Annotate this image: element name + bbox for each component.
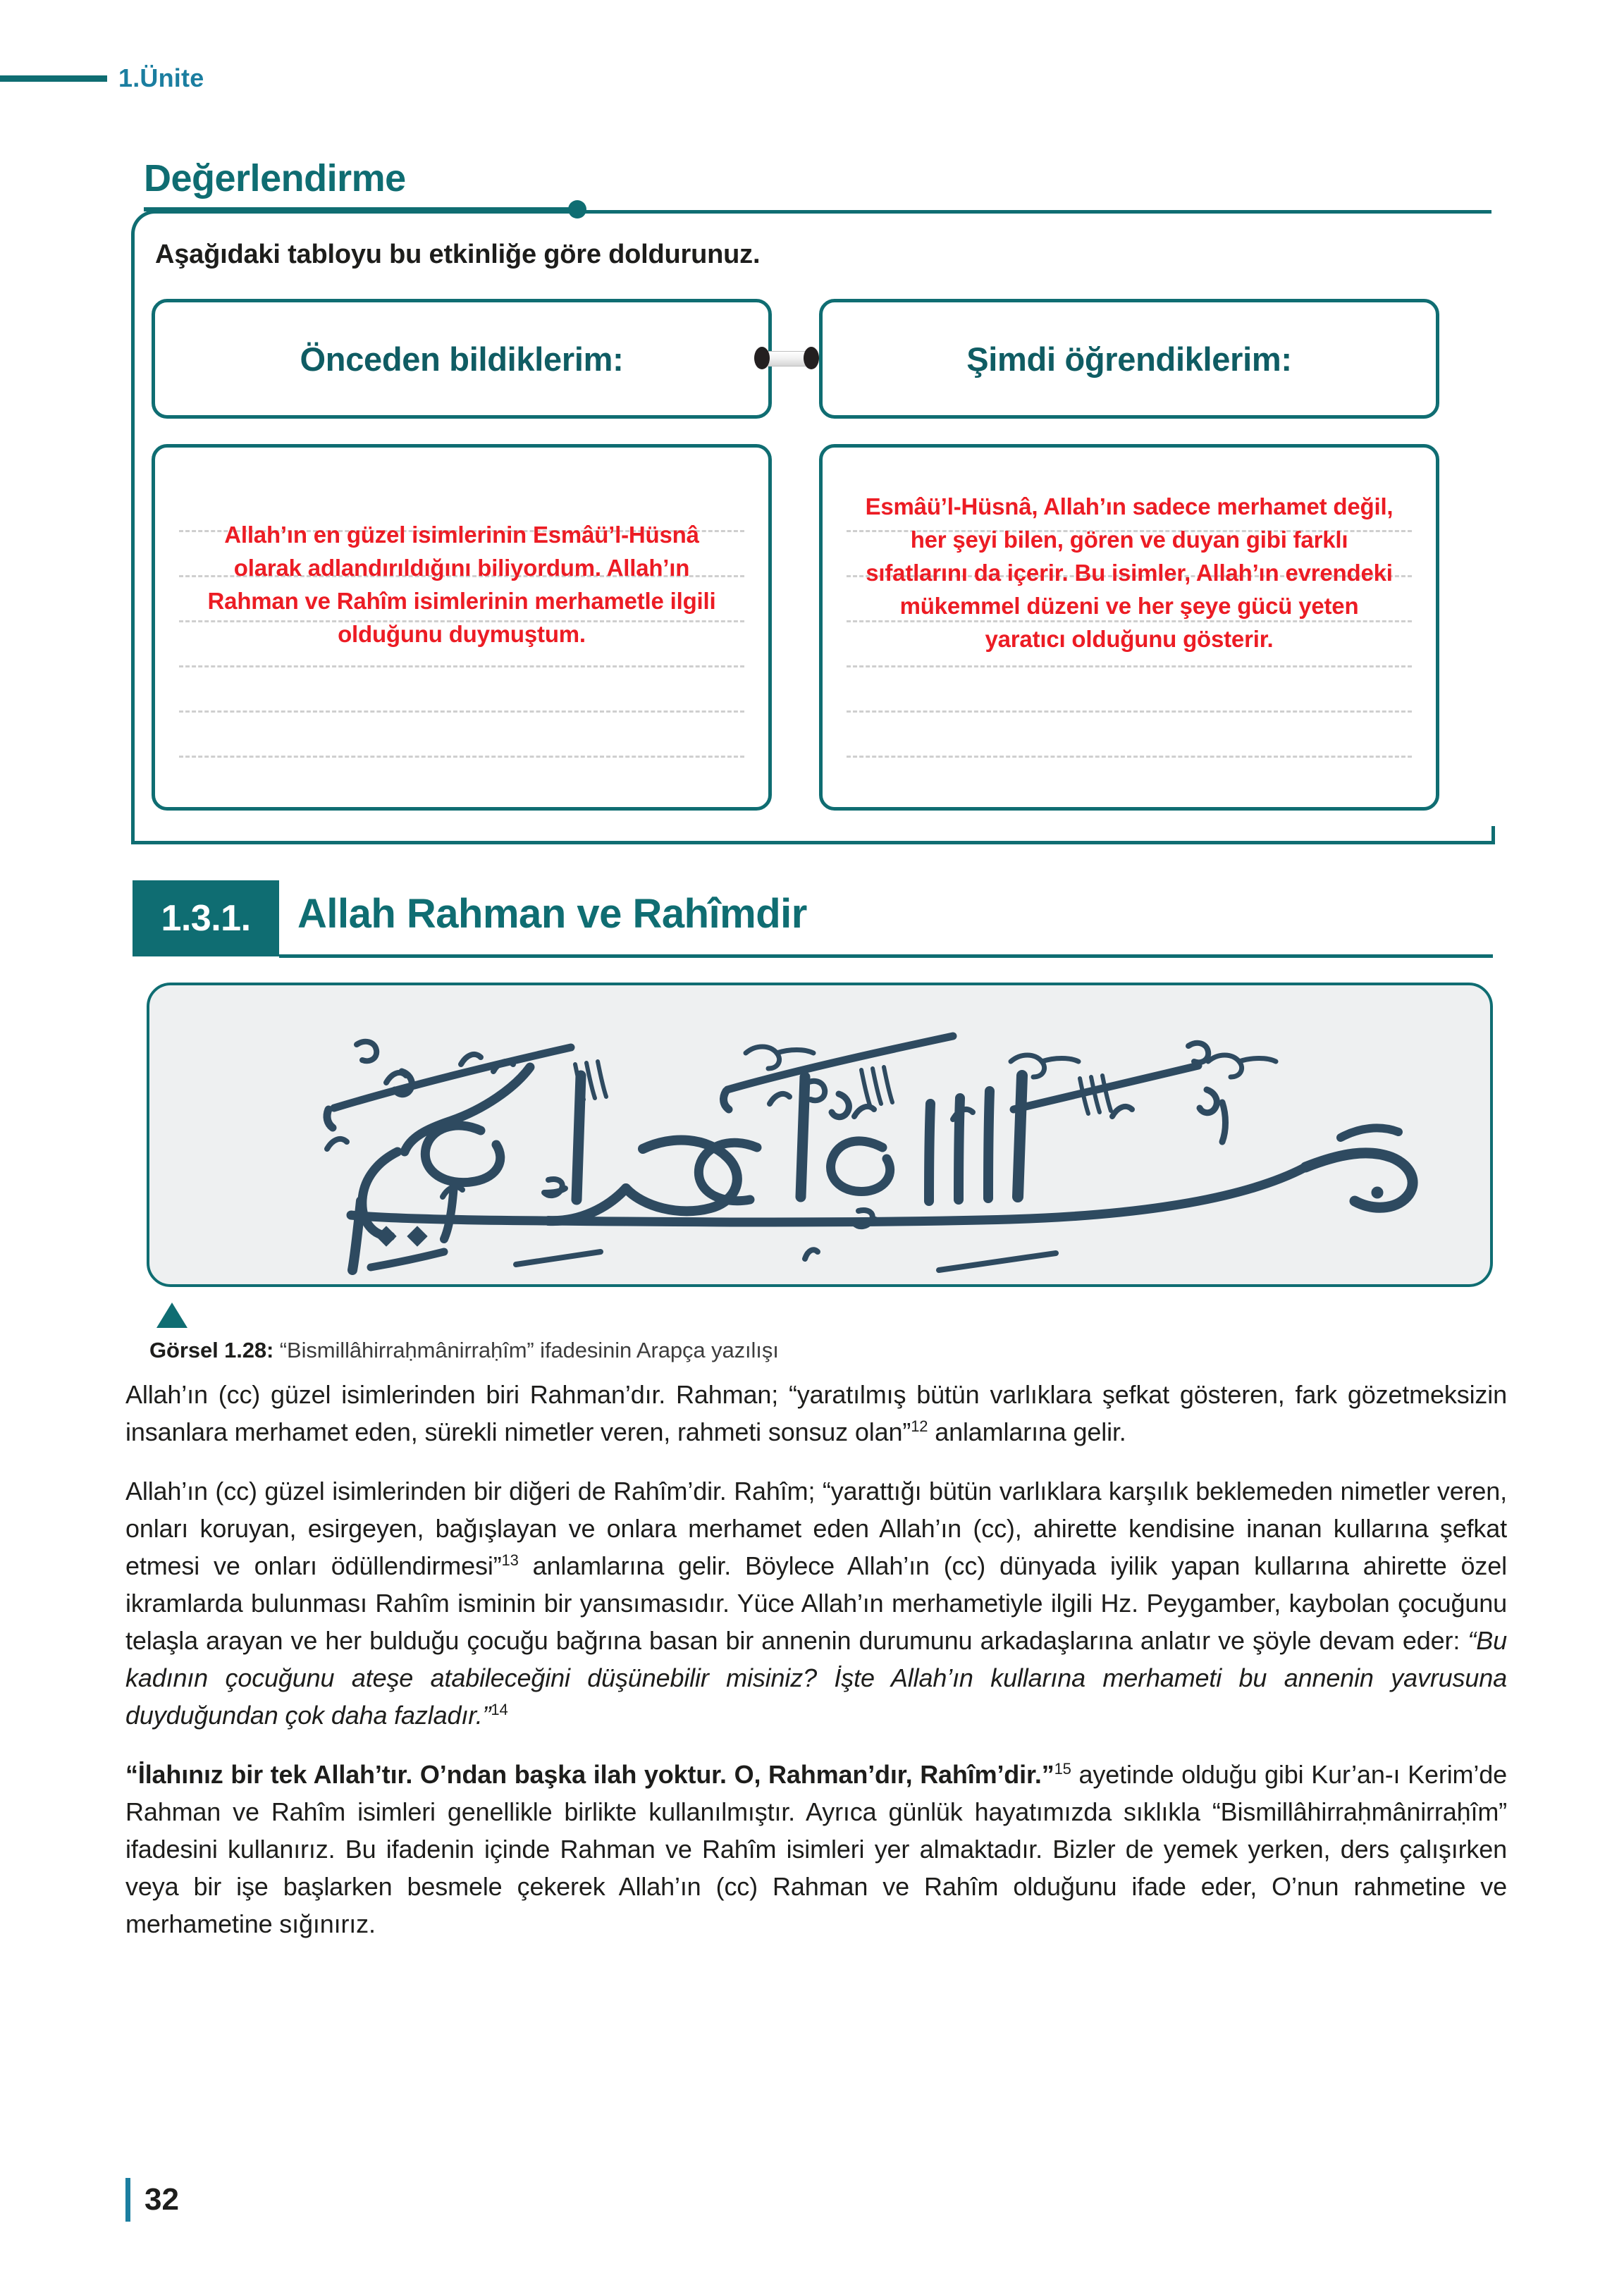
paragraph-2-text-a: Allah’ın (cc) güzel isimlerinden bir diğeri de Rahîm’dir. Rahîm; “yarattığı bütün varlıklara karşılık beklemeden nimetler veren, onları koruyan, esirgeyen, bağışlayan ve onlara merhamet eden Allah’ın (cc), ahirette kendisine inanan kullarına şefkat etmesi ve onları ödüllendirmesi” [125, 1477, 1507, 1580]
rule-line [823, 667, 1436, 713]
page-number: 32 [144, 2182, 179, 2217]
evaluation-instruction: Aşağıdaki tabloyu bu etkinliğe göre doldurunuz. [155, 240, 761, 269]
rule-line [823, 713, 1436, 758]
folio [125, 2178, 179, 2222]
paragraph-2 [125, 1472, 1507, 1734]
footnote-ref-14: 14 [491, 1701, 508, 1718]
column-header-after [819, 299, 1439, 419]
figure-caption-label: Görsel 1.28: [149, 1338, 274, 1362]
section-title-rule [279, 954, 1493, 958]
rule-line [155, 667, 768, 713]
running-head-rule [0, 75, 107, 82]
paragraph-1 [125, 1376, 1507, 1451]
figure-calligraphy [147, 983, 1493, 1287]
footnote-ref-13: 13 [501, 1551, 519, 1569]
rule-line [155, 713, 768, 758]
running-head [0, 63, 204, 93]
paragraph-3-text: ayetinde olduğu gibi Kur’an-ı Kerim’de Rahman ve Rahîm isimleri genellikle birlikte kullanılmıştır. Ayrıca günlük hayatımızda sıklıkla “Bismillâhirraḥmânirraḥîm” ifadesini kullanırız. Bu ifadenin içinde Rahman ve Rahîm isimleri yer almaktadır. Bizler de yemek yerken, ders çalışırken veya bir işe başlarken besmele çekerek Allah’ın (cc) Rahman ve Rahîm olduğunu ifade eder, O’nun rahmetine ve merhametine sığınırız. [125, 1760, 1507, 1938]
section-number-badge: 1.3.1. [133, 880, 279, 956]
answer-box-after[interactable] [819, 444, 1439, 811]
link-connector-icon [754, 344, 819, 372]
figure-caption-text: “Bismillâhirraḥmânirraḥîm” ifadesinin Arapça yazılışı [273, 1338, 779, 1362]
figure-caption [149, 1338, 779, 1363]
section-title: Allah Rahman ve Rahîmdir [297, 891, 807, 937]
evaluation-frame-bottom-rule [131, 841, 1491, 844]
answer-text-after: Esmâü’l-Hüsnâ, Allah’ın sadece merhamet değil, her şeyi bilen, gören ve duyan gibi farklı sıfatlarını da içerir. Bu isimler, Allah’ın evrendeki mükemmel düzeni ve her şeye gücü yeten yaratıcı olduğunu gösterir. [865, 493, 1394, 652]
unit-label: 1.Ünite [118, 63, 204, 92]
answer-text-before: Allah’ın en güzel isimlerinin Esmâü’l-Hüsnâ olarak adlandırıldığını biliyordum. Allah’ın Rahman ve Rahîm isimlerinin merhametle ilgili olduğunu duymuştum. [207, 522, 716, 647]
column-header-before-label: Önceden bildiklerim: [300, 340, 624, 378]
paragraph-1-text-b: anlamlarına gelir. [928, 1417, 1126, 1446]
column-header-before [152, 299, 772, 419]
connector-knob-right [804, 347, 819, 369]
paragraph-1-text-a: Allah’ın (cc) güzel isimlerinden biri Rahman’dır. Rahman; “yaratılmış bütün varlıklara şefkat gösteren, fark gözetmeksizin insanlara merhamet eden, sürekli nimetler veren, rahmeti sonsuz olan” [125, 1380, 1507, 1446]
evaluation-title: Değerlendirme [144, 157, 406, 199]
column-header-after-label: Şimdi öğrendiklerim: [966, 340, 1292, 378]
folio-rule [125, 2178, 130, 2222]
paragraph-3-ayah-quote: “İlahınız bir tek Allah’tır. O’ndan başka ilah yoktur. O, Rahman’dır, Rahîm’dir.” [125, 1760, 1054, 1789]
figure-arrow-icon [156, 1303, 187, 1328]
connector-knob-left [754, 347, 770, 369]
paragraph-2-hadith-quote: “Bu kadının çocuğunu ateşe atabileceğini düşünebilir misiniz? İşte Allah’ın kullarına merhameti bu annenin yavrusuna duyduğundan çok daha fazladır.” [125, 1626, 1507, 1730]
footnote-ref-15: 15 [1054, 1760, 1071, 1778]
answer-box-before[interactable] [152, 444, 772, 811]
footnote-ref-12: 12 [911, 1417, 928, 1435]
paragraph-2-text-b: anlamlarına gelir. Böylece Allah’ın (cc) dünyada iyilik yapan kullarına ahirette özel ikramlarda bulunması Rahîm isminin bir yansımasıdır. Yüce Allah’ın merhametiyle ilgili Hz. Peygamber, kaybolan çocuğunu telaşla arayan ve her bulduğu çocuğu bağrına basan bir annenin durumunu arkadaşlarına anlatır ve şöyle devam eder: [125, 1551, 1507, 1655]
paragraph-3 [125, 1756, 1507, 1943]
body-copy [125, 1376, 1507, 1943]
